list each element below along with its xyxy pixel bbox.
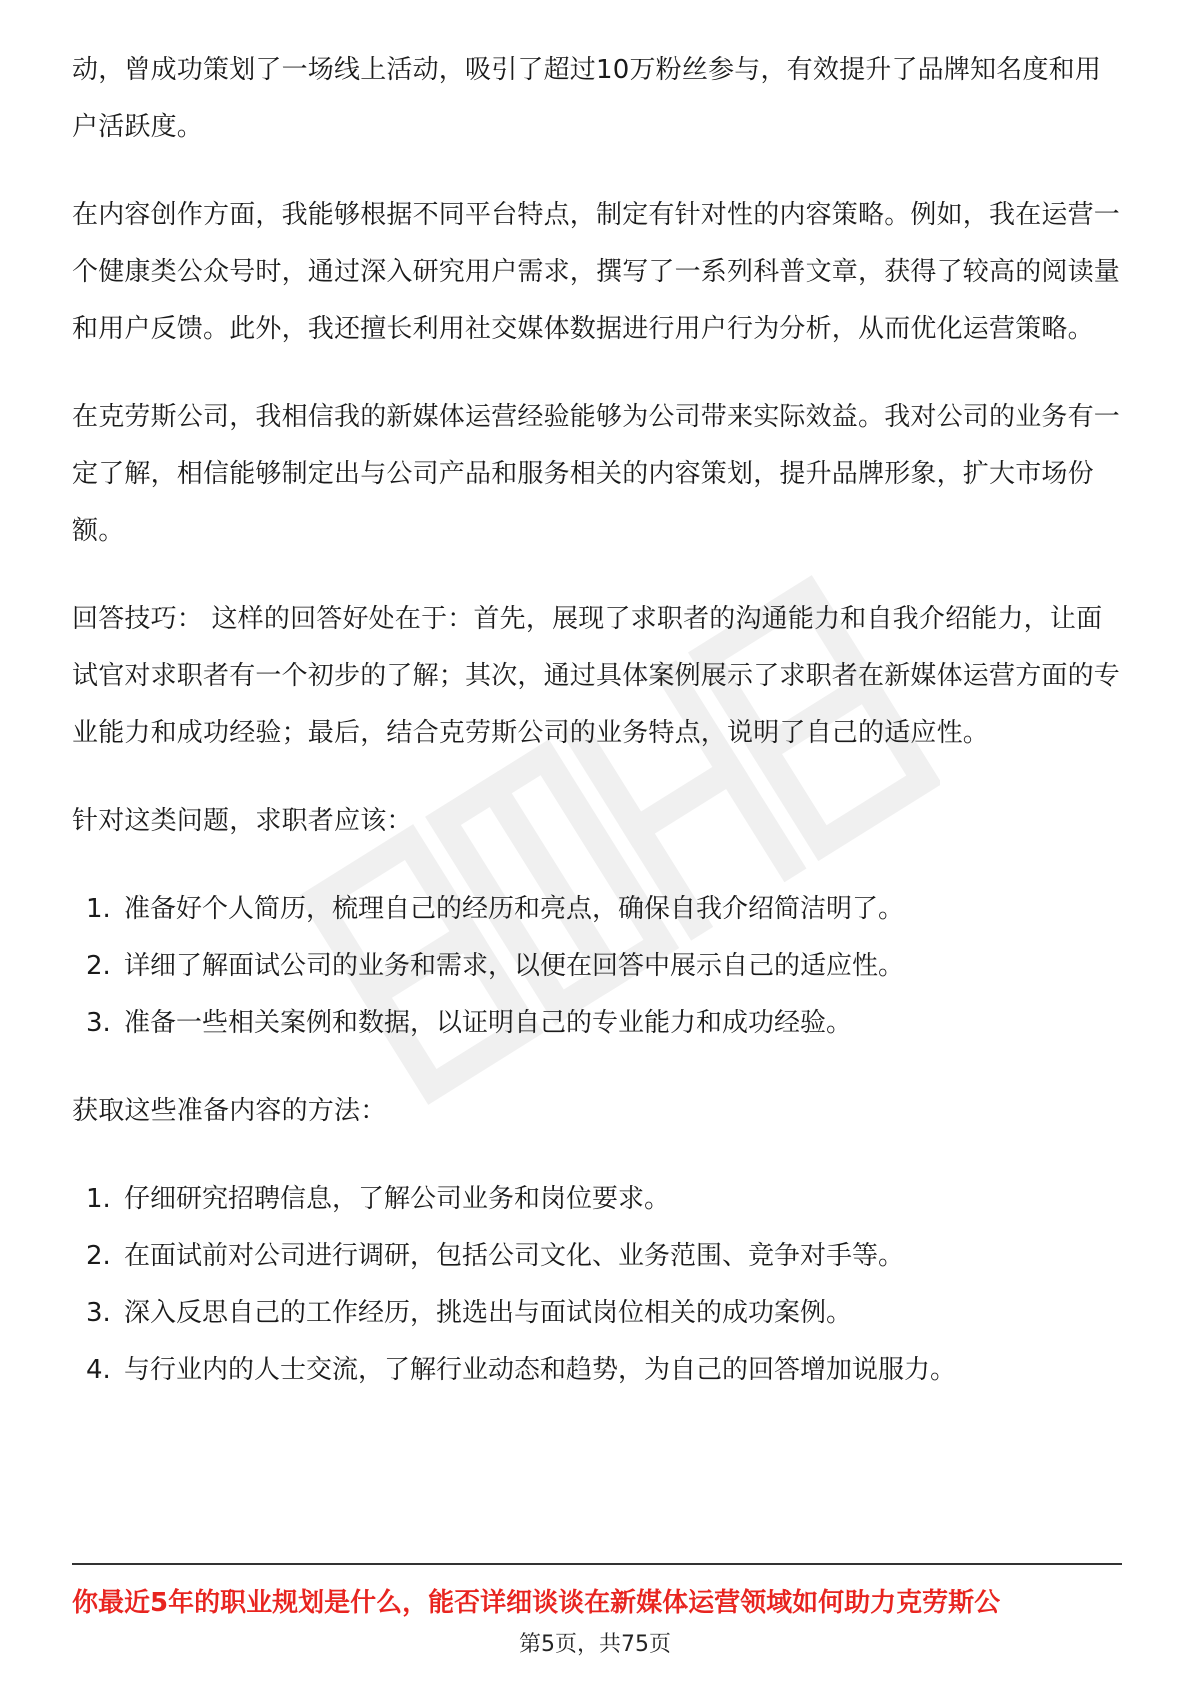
list-item: 4. 与行业内的人士交流，了解行业动态和趋势，为自己的回答增加说服力。 [86, 1355, 957, 1385]
footer-divider [72, 1563, 1122, 1565]
preparation-list [72, 881, 1122, 1052]
paragraph-3: 在克劳斯公司，我相信我的新媒体运营经验能够为公司带来实际效益。我对公司的业务有一定了解，相信能够制定出与公司产品和服务相关的内容策划，提升品牌形象，扩大市场份额。 [72, 402, 1121, 546]
paragraph-2: 在内容创作方面，我能够根据不同平台特点，制定有针对性的内容策略。例如，我在运营一个健康类公众号时，通过深入研究用户需求，撰写了一系列科普文章，获得了较高的阅读量和用户反馈。此外，我还擅长利用社交媒体数据进行用户行为分析，从而优化运营策略。 [72, 200, 1121, 344]
list-item: 2. 详细了解面试公司的业务和需求，以便在回答中展示自己的适应性。 [86, 951, 905, 981]
paragraph-answer-tips: 回答技巧： 这样的回答好处在于：首先，展现了求职者的沟通能力和自我介绍能力，让面试官对求职者有一个初步的了解；其次，通过具体案例展示了求职者在新媒体运营方面的专业能力和成功经验；最后，结合克劳斯公司的业务特点，说明了自己的适应性。 [72, 604, 1121, 748]
list1-intro: 针对这类问题，求职者应该： [72, 806, 413, 836]
main-content [72, 42, 1122, 1399]
list-item: 1. 准备好个人简历，梳理自己的经历和亮点，确保自我介绍简洁明了。 [86, 894, 905, 924]
list2-intro: 获取这些准备内容的方法： [72, 1096, 387, 1126]
list-item: 1. 仔细研究招聘信息，了解公司业务和岗位要求。 [86, 1184, 671, 1214]
list-item: 3. 深入反思自己的工作经历，挑选出与面试岗位相关的成功案例。 [86, 1298, 853, 1328]
page-indicator: 第5页，共75页 [519, 1632, 671, 1657]
list-item: 3. 准备一些相关案例和数据，以证明自己的专业能力和成功经验。 [86, 1008, 853, 1038]
methods-list [72, 1171, 1122, 1399]
paragraph-1: 动，曾成功策划了一场线上活动，吸引了超过10万粉丝参与，有效提升了品牌知名度和用户活跃度。 [72, 55, 1102, 142]
next-question-heading: 你最近5年的职业规划是什么，能否详细谈谈在新媒体运营领域如何助力克劳斯公 [72, 1588, 1001, 1618]
list-item: 2. 在面试前对公司进行调研，包括公司文化、业务范围、竞争对手等。 [86, 1241, 905, 1271]
